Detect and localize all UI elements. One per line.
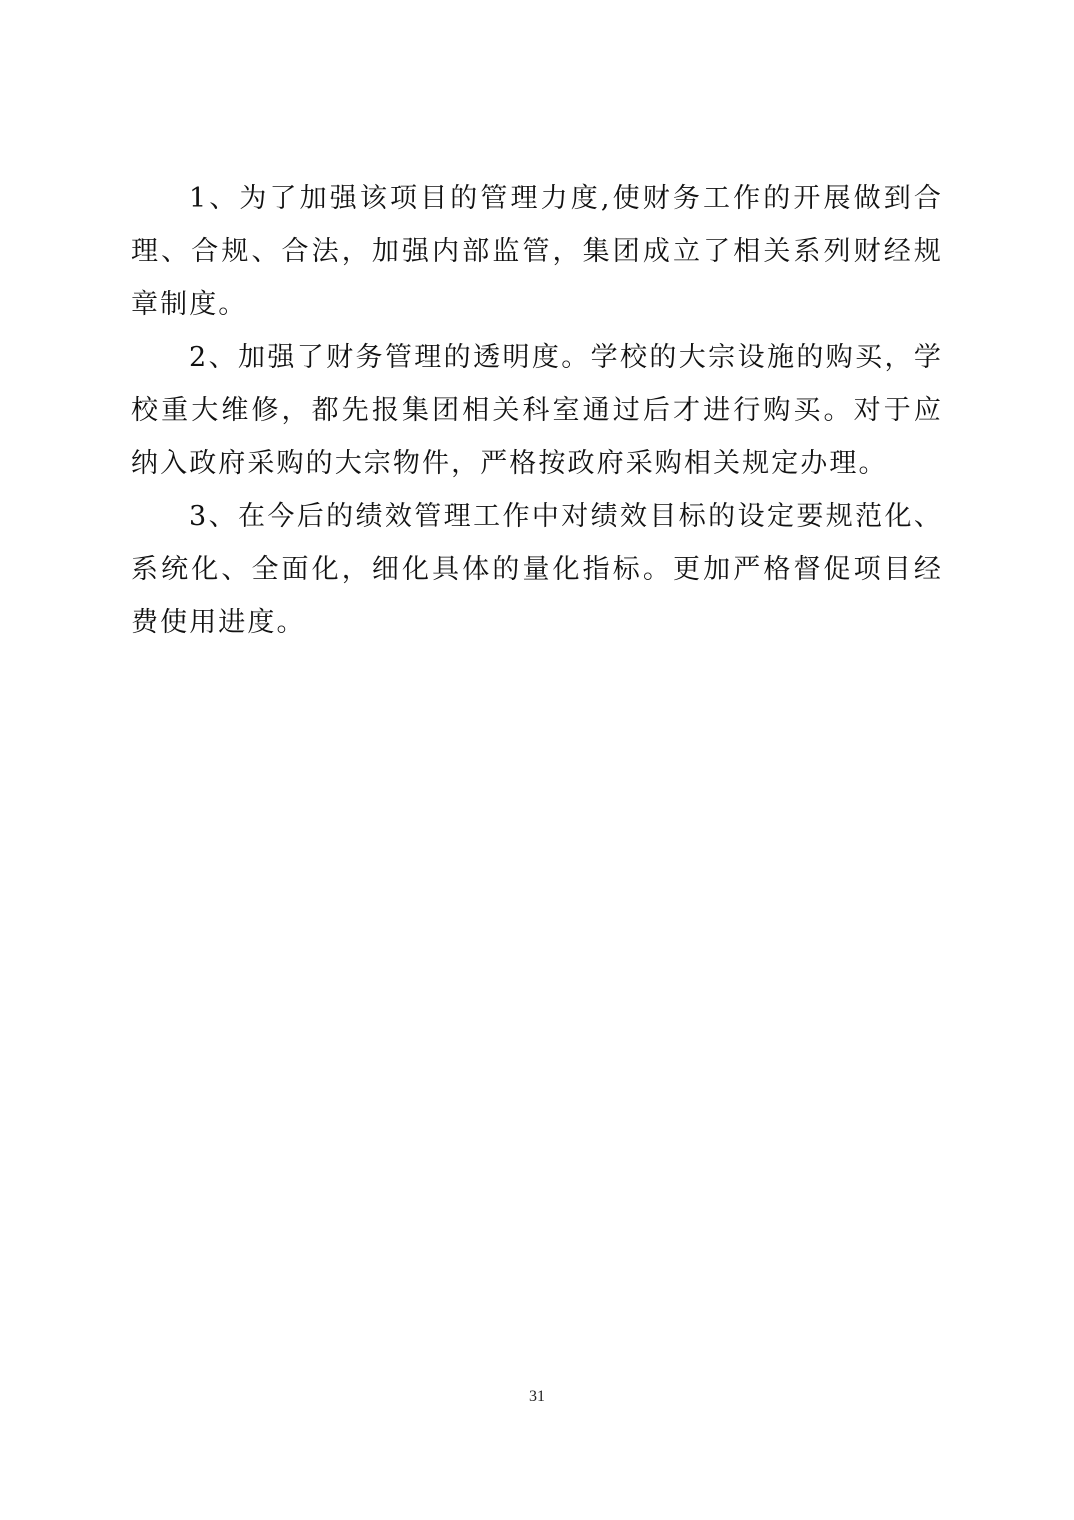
page-number: 31 — [529, 1388, 545, 1405]
body-text — [131, 172, 943, 649]
paragraph-3: 3、在今后的绩效管理工作中对绩效目标的设定要规范化、系统化、全面化，细化具体的量化指标。更加严格督促项目经费使用进度。 — [131, 501, 943, 638]
paragraph-2: 2、加强了财务管理的透明度。学校的大宗设施的购买，学校重大维修，都先报集团相关科室通过后才进行购买。对于应纳入政府采购的大宗物件，严格按政府采购相关规定办理。 — [131, 342, 943, 479]
paragraph-1: 1、为了加强该项目的管理力度,使财务工作的开展做到合理、合规、合法，加强内部监管，集团成立了相关系列财经规章制度。 — [131, 183, 943, 320]
